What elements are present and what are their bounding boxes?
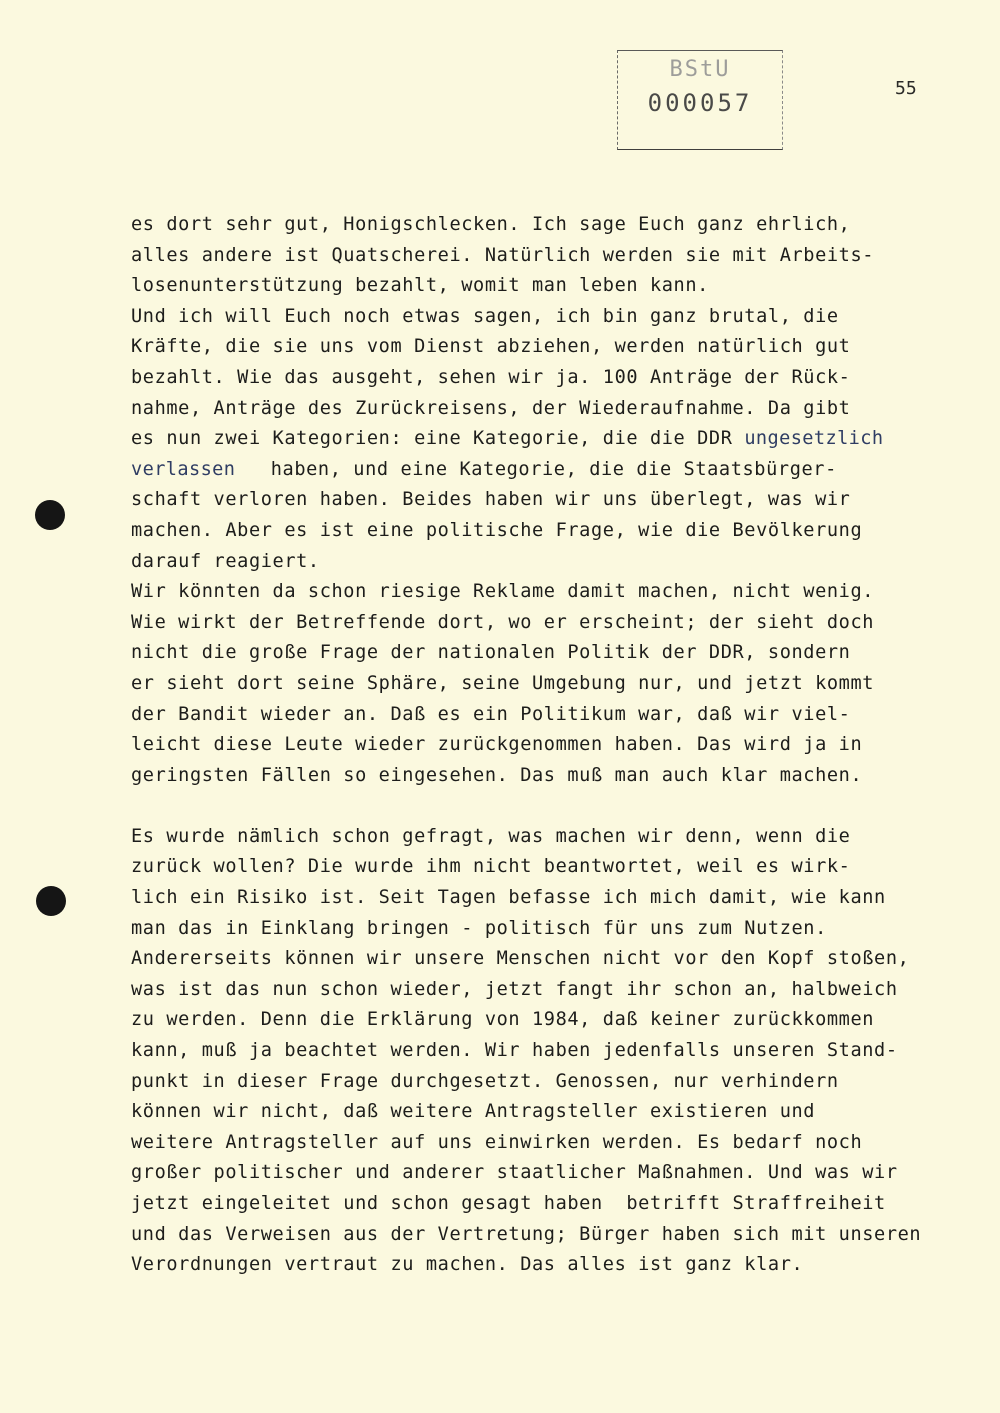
stamp-number: 000057 [647,89,753,117]
text-line [131,975,961,1006]
text-segment: es nun zwei Kategorien: eine Kategorie, die die DDR [131,428,745,450]
text-line [131,822,961,853]
text-segment: Verordnungen vertraut zu machen. Das alles ist ganz klar. [131,1254,804,1276]
text-line [131,1067,961,1098]
text-line [131,608,961,639]
stamp-title: BStU [669,57,731,82]
text-segment: Kräfte, die sie uns vom Dienst abziehen, werden natürlich gut [131,336,851,358]
text-segment: Andererseits können wir unsere Menschen nicht vor den Kopf stoßen, [131,948,910,970]
text-line [131,1036,961,1067]
text-segment: er sieht dort seine Sphäre, seine Umgebung nur, und jetzt kommt [131,672,875,694]
text-segment: großer politischer und anderer staatlicher Maßnahmen. Und was wir [131,1162,898,1184]
text-segment: haben, und eine Kategorie, die die Staatsbürger- [235,458,837,480]
text-segment: Wie wirkt der Betreffende dort, wo er erscheint; der sieht doch [131,611,875,633]
text-segment: schaft verloren haben. Beides haben wir uns überlegt, was wir [131,489,851,511]
text-segment: es dort sehr gut, Honigschlecken. Ich sage Euch ganz ehrlich, [131,214,851,235]
text-line [131,577,961,608]
text-line [131,669,961,700]
text-segment: Wir könnten da schon riesige Reklame damit machen, nicht wenig. [131,581,875,603]
text-line [131,394,961,425]
text-line [131,1097,961,1128]
text-line [131,1128,961,1159]
text-line [131,455,961,486]
text-segment: und das Verweisen aus der Vertretung; Bürger haben sich mit unseren [131,1223,922,1245]
text-line [131,1158,961,1189]
text-line [131,485,961,516]
text-segment: weitere Antragsteller auf uns einwirken werden. Es bedarf noch [131,1131,863,1153]
text-segment: Es wurde nämlich schon gefragt, was machen wir denn, wenn die [131,825,851,847]
text-segment: kann, muß ja beachtet werden. Wir haben jedenfalls unseren Stand- [131,1040,898,1062]
text-line [131,516,961,547]
text-line [131,730,961,761]
text-line [131,1220,961,1251]
text-segment: können wir nicht, daß weitere Antragsteller existieren und [131,1101,816,1123]
text-line [131,1005,961,1036]
text-line [131,332,961,363]
text-segment: punkt in dieser Frage durchgesetzt. Genossen, nur verhindern [131,1070,839,1092]
text-line [131,852,961,883]
text-segment: darauf reagiert. [131,550,320,572]
punch-hole-bottom [36,886,66,916]
text-segment: nahme, Anträge des Zurückreisens, der Wiederaufnahme. Da gibt [131,397,851,419]
typed-insert: verlassen [131,458,236,480]
archive-stamp [617,50,783,150]
text-line [131,547,961,578]
text-segment: machen. Aber es ist eine politische Frage, wie die Bevölkerung [131,519,863,541]
text-line [131,302,961,333]
document-body [131,210,961,1281]
text-line [131,761,961,792]
text-line [131,1189,961,1220]
text-line [131,271,961,302]
text-segment: nicht die große Frage der nationalen Politik der DDR, sondern [131,642,851,664]
text-segment: leicht diese Leute wieder zurückgenommen haben. Das wird ja in [131,734,863,756]
text-segment: jetzt eingeleitet und schon gesagt haben betrifft Straffreiheit [131,1193,886,1214]
text-segment: bezahlt. Wie das ausgeht, sehen wir ja. 100 Anträge der Rück- [131,366,851,388]
text-line [131,914,961,945]
text-segment: was ist das nun schon wieder, jetzt fangt ihr schon an, halbweich [131,978,898,1000]
text-line [131,424,961,455]
page-number: 55 [895,78,917,99]
text-segment: alles andere ist Quatscherei. Natürlich werden sie mit Arbeits- [131,244,875,266]
punch-hole-top [35,500,65,530]
text-segment: man das in Einklang bringen - politisch für uns zum Nutzen. [131,917,827,939]
typed-insert: ungesetzlich [744,428,884,450]
text-line [131,883,961,914]
paragraph-gap [131,791,961,822]
text-segment: geringsten Fällen so eingesehen. Das muß man auch klar machen. [131,764,863,786]
text-line [131,241,961,272]
text-segment: Und ich will Euch noch etwas sagen, ich bin ganz brutal, die [131,305,839,327]
text-line [131,638,961,669]
text-line [131,944,961,975]
text-segment: losenunterstützung bezahlt, womit man leben kann. [131,275,709,297]
text-segment: zurück wollen? Die wurde ihm nicht beantwortet, weil es wirk- [131,856,851,878]
text-line [131,363,961,394]
text-line [131,1250,961,1281]
text-segment: zu werden. Denn die Erklärung von 1984, daß keiner zurückkommen [131,1009,875,1031]
text-segment: lich ein Risiko ist. Seit Tagen befasse ich mich damit, wie kann [131,887,886,909]
text-line [131,700,961,731]
text-line [131,210,961,241]
text-segment: der Bandit wieder an. Daß es ein Politikum war, daß wir viel- [131,703,851,725]
